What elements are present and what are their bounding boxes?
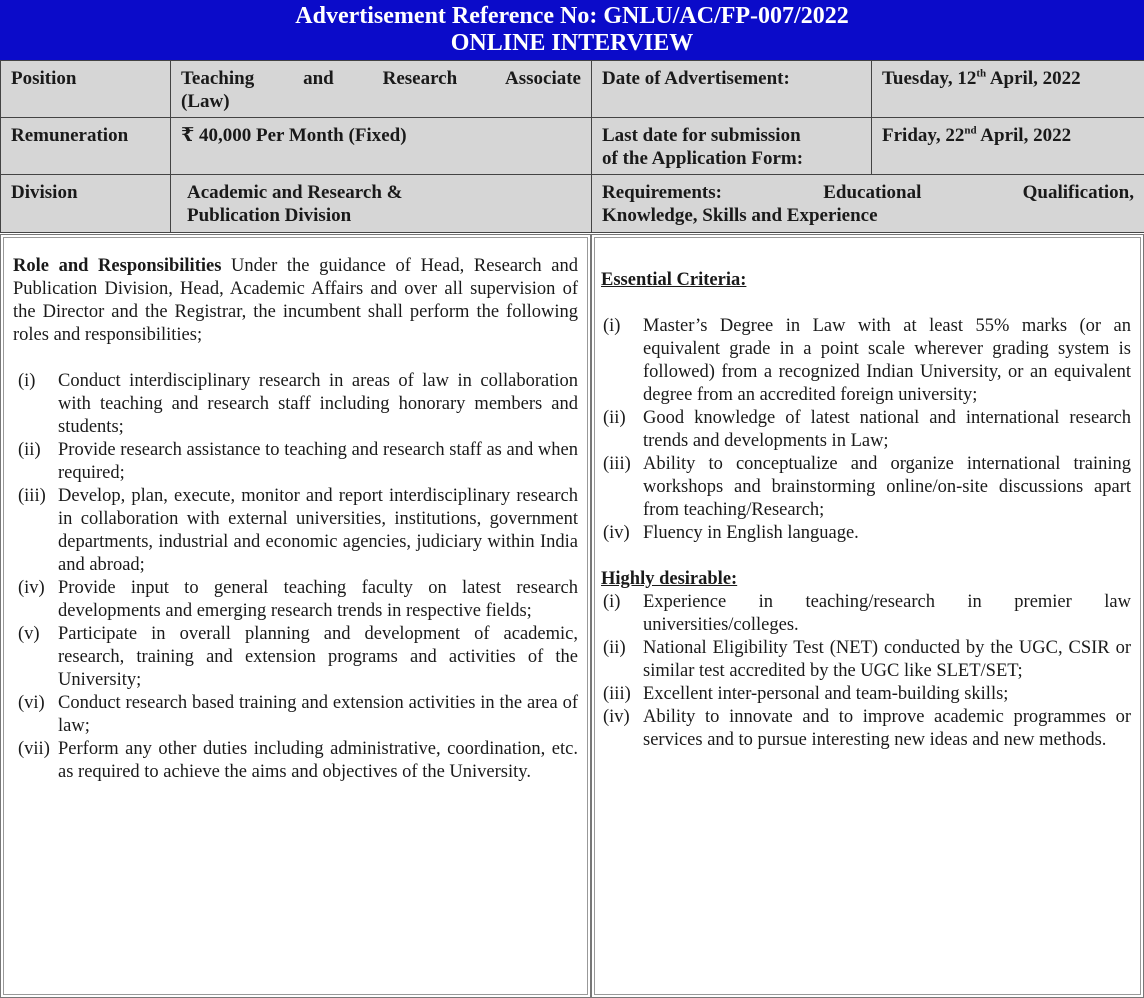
- list-item: (v) Participate in overall planning and development of academic, research, training and extension programs and activities of the University;: [18, 624, 578, 690]
- essential-criteria-heading: Essential Criteria:: [601, 270, 747, 290]
- last-date-value: Friday, 22nd April, 2022: [872, 118, 1144, 175]
- list-item: (i) Conduct interdisciplinary research in areas of law in collaboration with teaching and research staff including honorary members and students;: [18, 371, 578, 437]
- remuneration-row: [1, 118, 1144, 175]
- list-item: (vii) Perform any other duties including administrative, coordination, etc. as required to achieve the aims and objectives of the University.: [18, 739, 578, 782]
- list-item: (iii) Develop, plan, execute, monitor and report interdisciplinary research in collaboration with external universities, institutions, government departments, industrial and economic agencies, judiciary within India and abroad;: [18, 486, 578, 575]
- reference-title: Advertisement Reference No: GNLU/AC/FP-007/2022: [295, 3, 849, 29]
- interview-mode: ONLINE INTERVIEW: [450, 30, 694, 56]
- position-value-line1: Teaching and Research Associate: [181, 68, 581, 89]
- division-row: [1, 175, 1144, 233]
- list-item: (iii) Excellent inter-personal and team-building skills;: [603, 684, 1009, 704]
- list-item: (iv) Provide input to general teaching faculty on latest research developments and emerging research trends in respective fields;: [18, 578, 578, 621]
- position-value: [171, 61, 592, 118]
- roles-column: [0, 234, 591, 998]
- last-date-label: Last date for submission of the Application Form:: [592, 118, 872, 175]
- remuneration-value: ₹ 40,000 Per Month (Fixed): [171, 118, 592, 175]
- essential-list: [601, 315, 1131, 545]
- division-value: Academic and Research & Publication Division: [171, 175, 592, 233]
- list-item: (i) Experience in teaching/research in premier law universities/colleges.: [603, 592, 1131, 635]
- highly-desirable-heading: Highly desirable:: [601, 569, 738, 589]
- list-item: (ii) Good knowledge of latest national and international research trends and developments in Law;: [603, 408, 1131, 451]
- header-banner: [0, 0, 1144, 60]
- list-item: (ii) Provide research assistance to teaching and research staff as and when required;: [18, 440, 578, 483]
- desirable-list: [601, 591, 1131, 752]
- date-label: Date of Advertisement:: [592, 61, 872, 118]
- list-item: (vi) Conduct research based training and extension activities in the area of law;: [18, 693, 578, 736]
- position-label: Position: [1, 61, 171, 118]
- list-item: (ii) National Eligibility Test (NET) conducted by the UGC, CSIR or similar test accredited by the UGC like SLET/SET;: [603, 638, 1131, 681]
- roles-title: Role and Responsibilities: [13, 256, 222, 276]
- division-label: Division: [1, 175, 171, 233]
- requirements-heading: Requirements: Educational Qualification, Knowledge, Skills and Experience: [592, 175, 1144, 233]
- remuneration-label: Remuneration: [1, 118, 171, 175]
- position-row: [1, 61, 1144, 118]
- list-item: (iv) Ability to innovate and to improve academic programmes or services and to pursue interesting new ideas and new methods.: [603, 707, 1131, 750]
- list-item: (iv) Fluency in English language.: [603, 523, 859, 543]
- date-value: Tuesday, 12th April, 2022: [872, 61, 1144, 118]
- roles-list: [13, 370, 578, 784]
- criteria-column: [591, 234, 1144, 998]
- position-value-line2: (Law): [181, 91, 230, 112]
- info-table: [0, 60, 1144, 233]
- list-item: (iii) Ability to conceptualize and organize international training workshops and brainstorming online/on-site discussions apart from teaching/Research;: [603, 454, 1131, 520]
- roles-intro: Role and Responsibilities Under the guidance of Head, Research and Publication Division, Head, Academic Affairs and over all supervision of the Director and the Registrar, the incumbent shall perform the following roles and responsibilities;: [13, 256, 578, 345]
- list-item: (i) Master’s Degree in Law with at least 55% marks (or an equivalent grade in a point scale wherever grading system is followed) from a recognized Indian University, or an equivalent degree from an accredited foreign university;: [603, 316, 1131, 405]
